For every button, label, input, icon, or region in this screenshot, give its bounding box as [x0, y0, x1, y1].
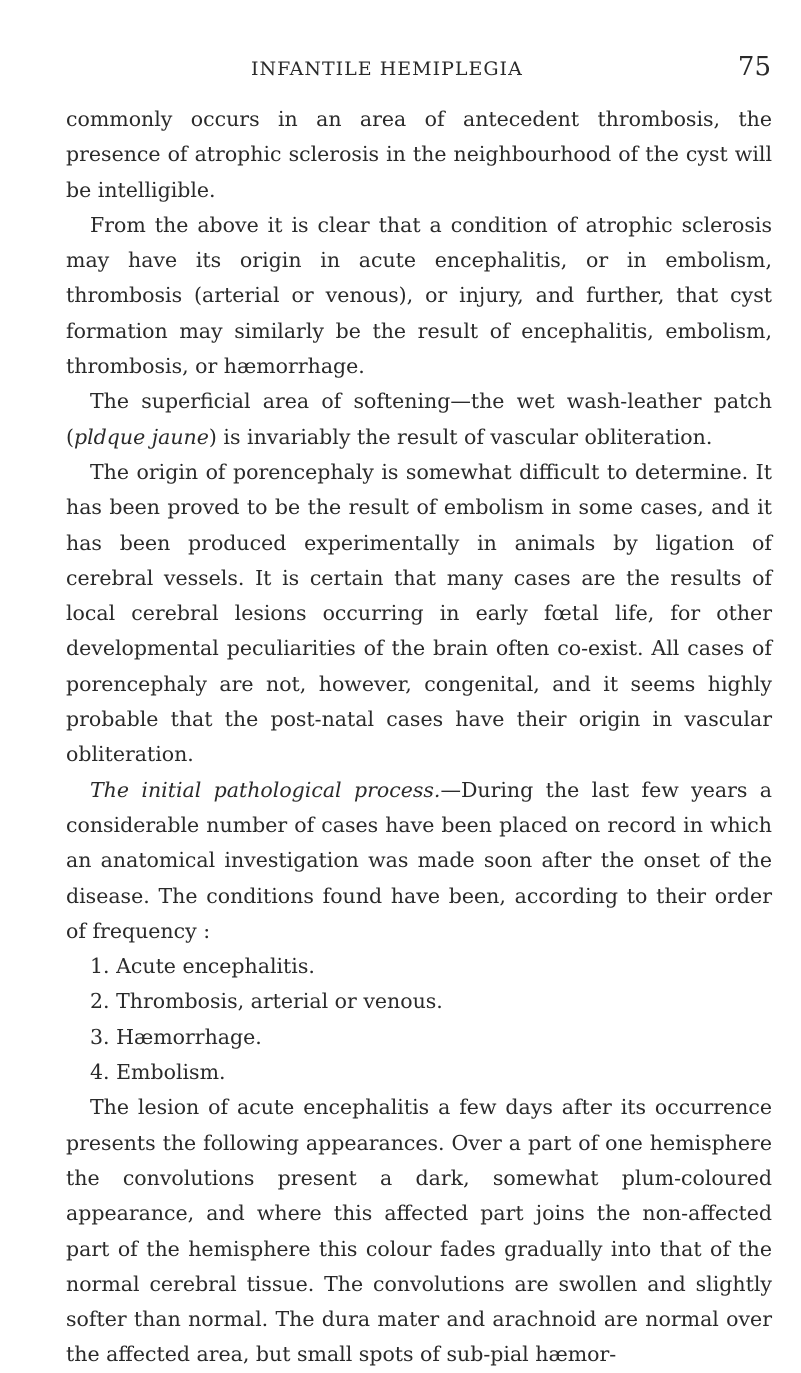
list-item: 1. Acute encephalitis. [90, 954, 315, 979]
paragraph-6: The lesion of acute encephalitis a few days after its occurrence presents the following appearances. Over a part of one hemisphere the convolutions present a dark, somewhat plum-coloured appearance, and where this affected part joins the non-affected part of the hemisphere this colour fades gradually into that of the normal cerebral tissue. The convolutions are swollen and slightly softer than normal. The dura mater and arachnoid are normal over the affected area, but small spots of sub-pial hæmor- [66, 1095, 772, 1367]
list-item: 4. Embolism. [90, 1060, 226, 1085]
frequency-list [66, 949, 772, 1090]
paragraph-5 [66, 773, 772, 949]
body-text [66, 102, 772, 1373]
running-head: INFANTILE HEMIPLEGIA [251, 58, 523, 80]
paragraph-3-italic: pldque jaune [74, 424, 209, 449]
paragraph-2: From the above it is clear that a condition of atrophic sclerosis may have its origin in acute encephalitis, or in embolism, thrombosis (arterial or venous), or injury, and further, that cyst formation may similarly be the result of encephalitis, embolism, thrombosis, or hæmorrhage. [66, 212, 772, 379]
list-item: 3. Hæmorrhage. [90, 1024, 262, 1049]
paragraph-1: commonly occurs in an area of antecedent thrombosis, the presence of atrophic sclerosis in the neighbourhood of the cyst will be intelligible. [66, 107, 772, 202]
paragraph-3-end: ) is invariably the result of vascular obliteration. [208, 424, 713, 449]
page-number: 75 [737, 52, 771, 82]
paragraph-5-rest: —During the last few years a considerable number of cases have been placed on record in which an anatomical investigation was made soon after the onset of the disease. The conditions found have been, according to their order of frequency : [66, 777, 772, 943]
paragraph-3-start: The superficial area of softening—the wet wash-leather patch ( [66, 389, 772, 449]
section-heading-italic: The initial pathological process. [90, 777, 441, 802]
paragraph-4: The origin of porencephaly is somewhat difficult to determine. It has been proved to be the result of embolism in some cases, and it has been produced experimentally in animals by ligation of cerebral vessels. It is certain that many cases are the results of local cerebral lesions occurring in early fœtal life, for other developmental peculiarities of the brain often co-exist. All cases of porencephaly are not, however, congenital, and it seems highly probable that the post-natal cases have their origin in vascular obliteration. [66, 459, 772, 767]
page-header [66, 52, 771, 88]
list-item: 2. Thrombosis, arterial or venous. [90, 989, 443, 1014]
paragraph-3 [66, 384, 772, 455]
